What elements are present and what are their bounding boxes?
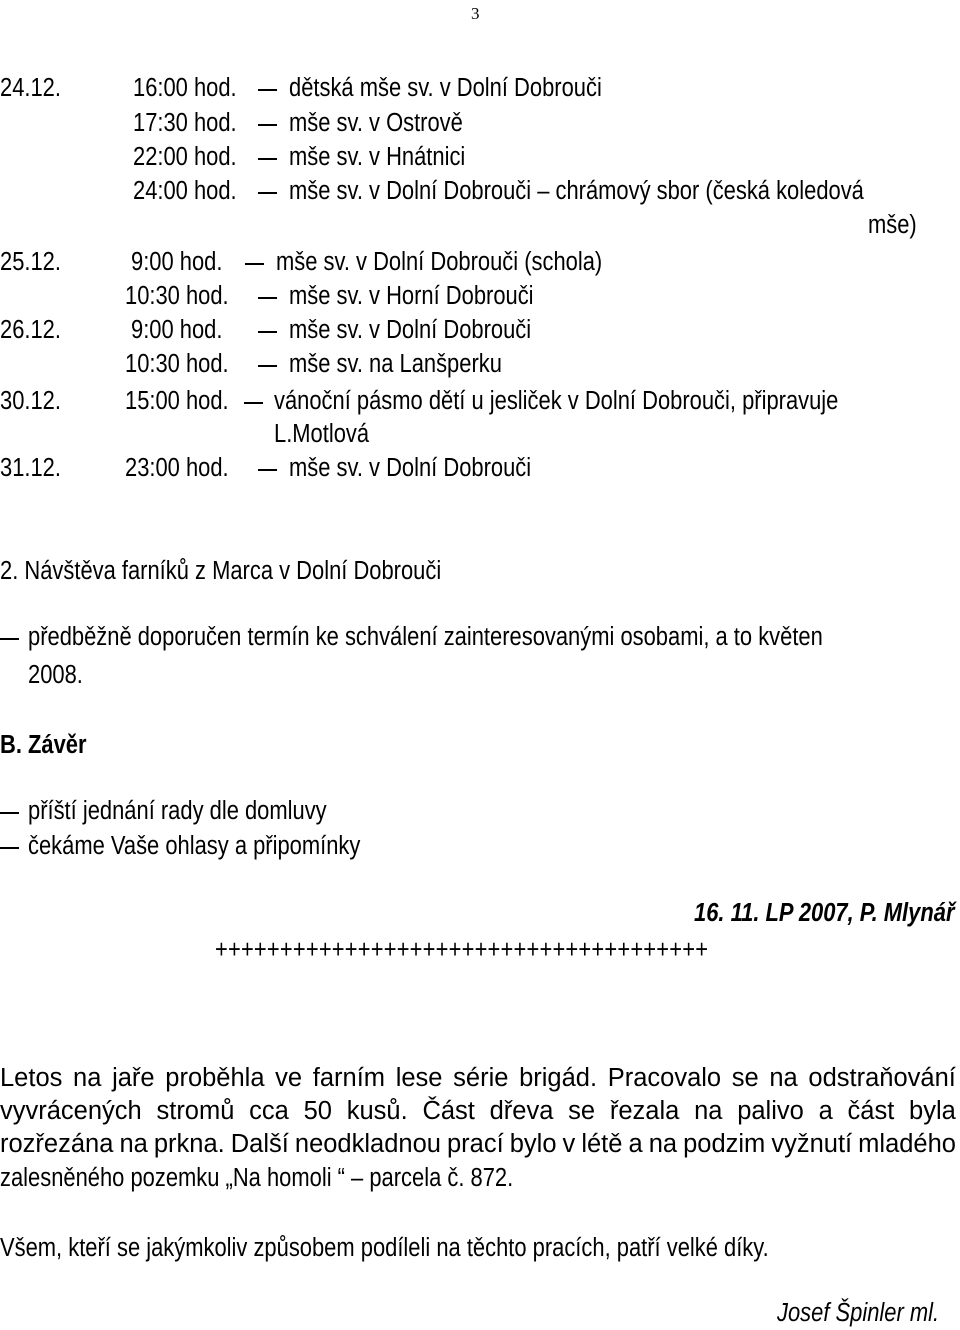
word: na	[119, 1130, 148, 1158]
dash	[245, 263, 264, 265]
dash	[258, 365, 277, 367]
word: rozřezána	[0, 1130, 114, 1158]
sectionB-heading: B. Závěr	[0, 731, 87, 759]
word: ve	[275, 1064, 303, 1092]
schedule-text: mše sv. v Ostrově	[289, 109, 463, 137]
dash	[258, 124, 277, 126]
schedule-time: 9:00 hod.	[131, 316, 223, 344]
schedule-continuation: mše)	[868, 211, 917, 239]
word: se	[731, 1064, 759, 1092]
word: se	[568, 1097, 596, 1125]
word: byla	[909, 1097, 956, 1125]
word: brigád.	[519, 1064, 598, 1092]
word: neodkladnou	[294, 1130, 441, 1158]
word: jaře	[112, 1064, 155, 1092]
word: série	[453, 1064, 509, 1092]
schedule-date: 31.12.	[0, 454, 61, 482]
section2-bullet-continuation: 2008.	[28, 661, 83, 689]
word: prkna.	[153, 1130, 225, 1158]
word: na	[73, 1064, 102, 1092]
schedule-date: 24.12.	[0, 74, 61, 102]
section2-bullet: předběžně doporučen termín ke schválení zainteresovanými osobami, a to květen	[28, 623, 823, 651]
schedule-time: 22:00 hod.	[133, 143, 237, 171]
schedule-date: 25.12.	[0, 248, 61, 276]
word: část	[847, 1097, 895, 1125]
word: prací	[446, 1130, 504, 1158]
schedule-date: 26.12.	[0, 316, 61, 344]
schedule-time: 17:30 hod.	[133, 109, 237, 137]
word: na	[694, 1097, 723, 1125]
word: řezala	[609, 1097, 680, 1125]
paragraph-line	[0, 1095, 956, 1128]
schedule-text: mše sv. v Dolní Dobrouči (schola)	[276, 248, 603, 276]
schedule-date: 30.12.	[0, 387, 61, 415]
schedule-text: mše sv. v Dolní Dobrouči	[289, 316, 532, 344]
dash	[258, 192, 277, 194]
bullet-dash	[0, 638, 19, 640]
plus-divider: ++++++++++++++++++++++++++++++++++++++	[215, 936, 709, 964]
schedule-text: mše sv. v Dolní Dobrouči – chrámový sbor (česká koledová	[289, 177, 864, 205]
word: na	[648, 1130, 678, 1158]
word: a	[628, 1130, 643, 1158]
paragraph-line	[0, 1128, 956, 1161]
dash	[258, 158, 277, 160]
schedule-text: mše sv. v Dolní Dobrouči	[289, 454, 532, 482]
schedule-text: mše sv. na Lanšperku	[289, 350, 502, 378]
signature: Josef Špinler ml.	[777, 1299, 940, 1327]
schedule-time: 9:00 hod.	[131, 248, 223, 276]
sectionB-bullet: čekáme Vaše ohlasy a připomínky	[28, 832, 361, 860]
word: vyvrácených	[0, 1097, 142, 1125]
schedule-time: 16:00 hod.	[133, 74, 237, 102]
schedule-time: 10:30 hod.	[125, 350, 229, 378]
schedule-text: dětská mše sv. v Dolní Dobrouči	[289, 74, 602, 102]
sectionB-bullet: příští jednání rady dle domluvy	[28, 797, 327, 825]
schedule-text: mše sv. v Hnátnici	[289, 143, 466, 171]
schedule-time: 15:00 hod.	[125, 387, 229, 415]
paragraph-line: zalesněného pozemku „Na homoli “ – parcela č. 872.	[0, 1164, 514, 1192]
dash	[258, 469, 277, 471]
word: lese	[395, 1064, 443, 1092]
word: farním	[312, 1064, 386, 1092]
thanks-line: Všem, kteří se jakýmkoliv způsobem podíleli na těchto pracích, patří velké díky.	[0, 1234, 769, 1262]
paragraph-line	[0, 1062, 956, 1095]
word: v	[562, 1130, 576, 1158]
bullet-dash	[0, 812, 19, 814]
bullet-dash	[0, 847, 19, 849]
schedule-time: 10:30 hod.	[125, 282, 229, 310]
word: podzim	[683, 1130, 766, 1158]
word: odstraňování	[808, 1064, 956, 1092]
word: bylo	[509, 1130, 557, 1158]
word: Další	[230, 1130, 289, 1158]
word: Pracovalo	[607, 1064, 722, 1092]
word: Letos	[0, 1064, 63, 1092]
schedule-text: mše sv. v Horní Dobrouči	[289, 282, 534, 310]
schedule-continuation: L.Motlová	[274, 420, 370, 448]
word: létě	[581, 1130, 623, 1158]
word: stromů	[156, 1097, 235, 1125]
word: proběhla	[165, 1064, 265, 1092]
word: 50	[303, 1097, 332, 1125]
word: cca	[249, 1097, 289, 1125]
section2-heading: 2. Návštěva farníků z Marca v Dolní Dobrouči	[0, 557, 442, 585]
dash	[258, 331, 277, 333]
dash	[258, 297, 277, 299]
word: a	[818, 1097, 833, 1125]
dash	[258, 89, 277, 91]
word: vyžnutí	[771, 1130, 853, 1158]
dash	[244, 402, 263, 404]
signature: 16. 11. LP 2007, P. Mlynář	[694, 899, 955, 927]
word: kusů.	[346, 1097, 408, 1125]
page-number: 3	[471, 4, 480, 23]
word: na	[769, 1064, 798, 1092]
schedule-time: 23:00 hod.	[125, 454, 229, 482]
schedule-text: vánoční pásmo dětí u jesliček v Dolní Dobrouči, připravuje	[274, 387, 839, 415]
word: mladého	[858, 1130, 956, 1158]
word: palivo	[737, 1097, 804, 1125]
word: dřeva	[489, 1097, 554, 1125]
schedule-time: 24:00 hod.	[133, 177, 237, 205]
word: Část	[422, 1097, 475, 1125]
